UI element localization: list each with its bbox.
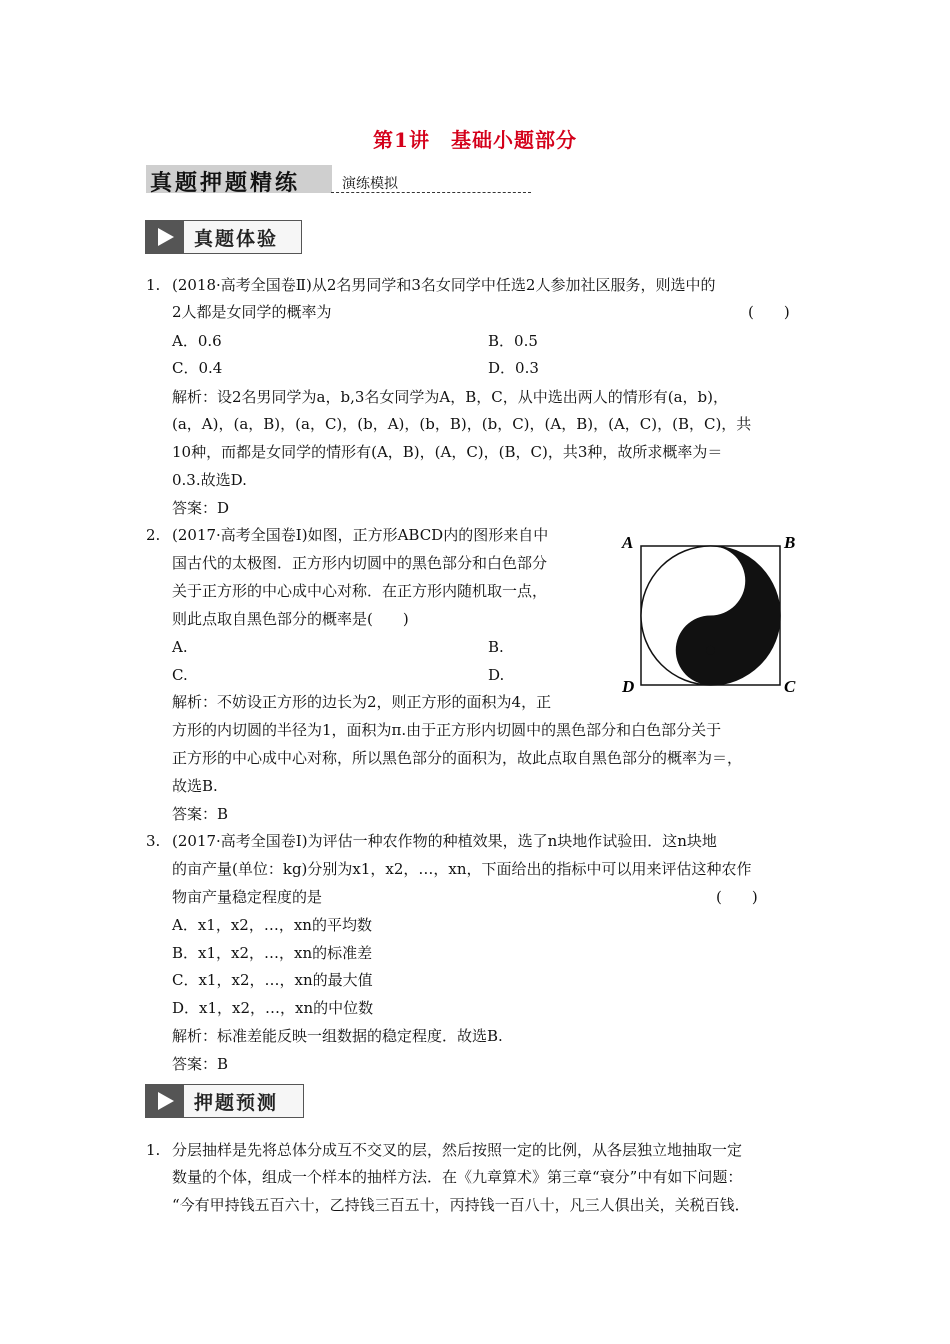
answer-text: 答案：D <box>172 499 230 517</box>
option-d: D．x1，x2，…，xn的中位数 <box>172 999 374 1017</box>
question-text: 关于正方形的中心成中心对称．在正方形内随机取一点， <box>172 582 548 600</box>
banner-sub-text: 演练模拟 <box>342 176 398 192</box>
solution-text: 解析：设2名男同学为a，b,3名女同学为A，B，C，从中选出两人的情形有(a，b)， <box>172 388 728 406</box>
question-number: 1. <box>146 1141 161 1159</box>
question-text: 数量的个体，组成一个样本的抽样方法．在《九章算术》第三章“衰分”中有如下问题： <box>172 1168 743 1186</box>
solution-text: 0.3.故选D. <box>172 471 247 489</box>
solution-text: 解析：不妨设正方形的边长为2，则正方形的面积为4，正 <box>172 693 552 711</box>
question-text: 国古代的太极图．正方形内切圆中的黑色部分和白色部分 <box>172 554 548 572</box>
option-a: A．0.6 <box>172 332 222 350</box>
section-label: 押题预测 <box>194 1092 279 1114</box>
solution-text: 故选B. <box>172 777 218 795</box>
question-text: 分层抽样是先将总体分成互不交叉的层，然后按照一定的比例，从各层独立地抽取一定 <box>172 1141 743 1159</box>
section-header-real-exam <box>145 220 302 254</box>
option-c: C．0.4 <box>172 359 223 377</box>
vertex-label-a: A <box>622 533 634 552</box>
banner-dashed-rule <box>331 192 531 193</box>
section-header-prediction <box>145 1084 304 1118</box>
section-label: 真题体验 <box>194 228 279 250</box>
option-b: B. <box>488 638 504 656</box>
vertex-label-b: B <box>784 533 796 552</box>
solution-text: (a，A)，(a，B)，(a，C)，(b，A)，(b，B)，(b，C)，(A，B)，(A，C)，(B，C)，共 <box>172 415 752 433</box>
question-text: 的亩产量(单位：kg)分别为x1，x2，…，xn，下面给出的指标中可以用来评估这种农作 <box>172 860 752 878</box>
taiji-figure <box>618 530 803 700</box>
solution-text: 10种，而都是女同学的情形有(A，B)，(A，C)，(B，C)，共3种，故所求概率为＝ <box>172 443 723 461</box>
answer-paren: ( ) <box>748 303 790 321</box>
section-banner <box>146 165 531 195</box>
solution-text: 解析：标准差能反映一组数据的稳定程度．故选B. <box>172 1027 503 1045</box>
white-dot <box>706 576 715 585</box>
question-number: 3. <box>146 832 161 850</box>
answer-paren: ( ) <box>716 888 758 906</box>
answer-text: 答案：B <box>172 1055 229 1073</box>
option-c: C. <box>172 666 188 684</box>
play-arrow-icon <box>146 1085 184 1117</box>
question-text: (2017·高考全国卷Ⅰ)为评估一种农作物的种植效果，选了n块地作试验田．这n块地 <box>172 832 717 850</box>
question-text: 物亩产量稳定程度的是 <box>172 888 323 906</box>
question-text: “今有甲持钱五百六十，乙持钱三百五十，丙持钱一百八十，凡三人俱出关，关税百钱． <box>172 1196 750 1214</box>
option-c: C．x1，x2，…，xn的最大值 <box>172 971 373 989</box>
vertex-label-c: C <box>784 677 796 696</box>
solution-text: 方形的内切圆的半径为1，面积为π.由于正方形内切圆中的黑色部分和白色部分关于 <box>172 721 722 739</box>
option-a: A. <box>172 638 188 656</box>
question-number: 1. <box>146 276 161 294</box>
solution-text: 正方形的中心成中心对称，所以黑色部分的面积为，故此点取自黑色部分的概率为＝， <box>172 749 743 767</box>
vertex-label-d: D <box>622 677 635 696</box>
option-a: A．x1，x2，…，xn的平均数 <box>172 916 372 934</box>
page-title: 第1讲 基础小题部分 <box>373 128 577 152</box>
option-d: D. <box>488 666 505 684</box>
play-arrow-icon <box>146 221 184 253</box>
answer-text: 答案：B <box>172 805 229 823</box>
option-d: D．0.3 <box>488 359 539 377</box>
question-text: (2018·高考全国卷Ⅱ)从2名男同学和3名女同学中任选2人参加社区服务，则选中的 <box>172 276 716 294</box>
question-text: 2人都是女同学的概率为 <box>172 303 332 321</box>
question-text: (2017·高考全国卷Ⅰ)如图，正方形ABCD内的图形来自中 <box>172 526 549 544</box>
black-dot <box>706 646 715 655</box>
option-b: B．x1，x2，…，xn的标准差 <box>172 944 373 962</box>
banner-main-text: 真题押题精练 <box>150 171 301 196</box>
option-b: B．0.5 <box>488 332 538 350</box>
question-number: 2. <box>146 526 161 544</box>
question-text: 则此点取自黑色部分的概率是( ) <box>172 610 409 628</box>
